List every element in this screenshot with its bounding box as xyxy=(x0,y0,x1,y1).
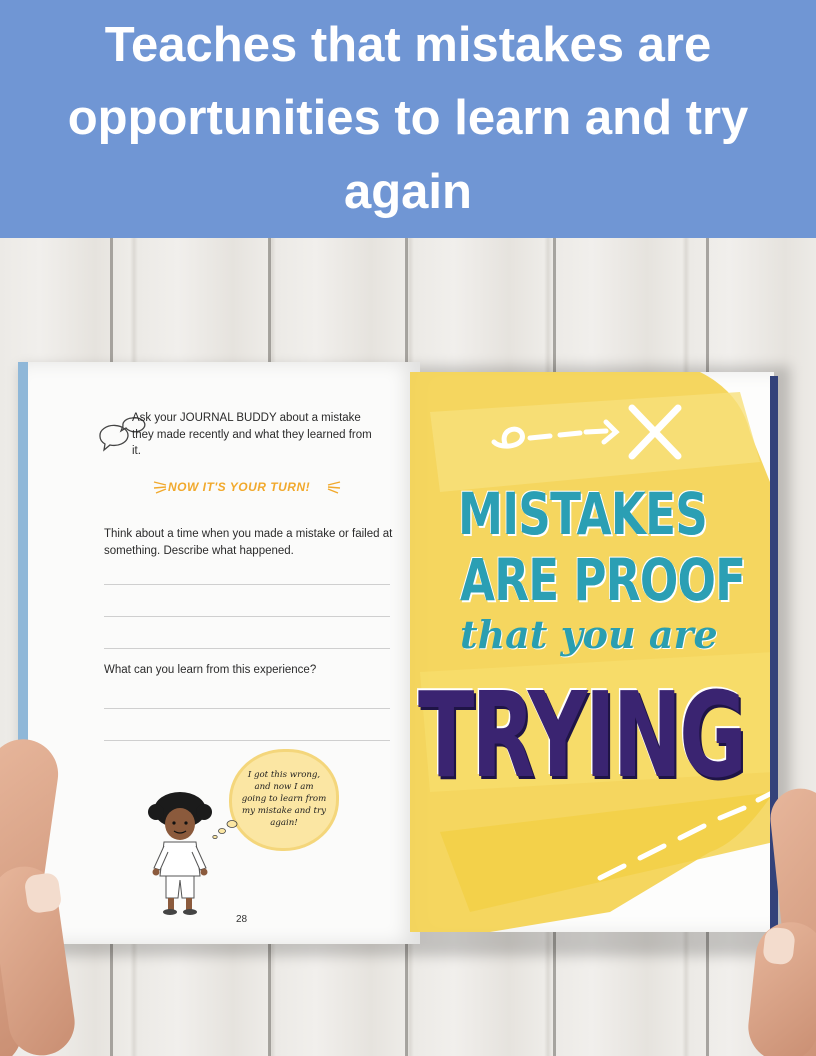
book-photo xyxy=(0,238,816,1056)
child-illustration xyxy=(142,790,222,918)
title-trying: TRYING xyxy=(418,666,745,804)
title-mistakes: MISTAKES xyxy=(458,480,708,548)
journal-buddy-prompt: Ask your JOURNAL BUDDY about a mistake they made recently and what they learned from it. xyxy=(132,412,372,458)
question-1: Think about a time when you made a mistake or failed at something. Describe what happened. xyxy=(104,528,393,557)
writing-line xyxy=(104,740,390,741)
writing-line xyxy=(104,584,390,585)
right-thumbnail xyxy=(762,927,796,966)
page-number: 28 xyxy=(236,914,248,925)
speech-bubble-text: I got this wrong, and now I am going to learn from my mistake and try again! xyxy=(241,770,327,828)
section-heading: NOW IT'S YOUR TURN! xyxy=(168,480,311,494)
headline: Teaches that mistakes are opportunities to learn and try again xyxy=(67,17,749,219)
title-are-proof: ARE PROOF xyxy=(460,546,746,614)
writing-line xyxy=(104,648,390,649)
writing-line xyxy=(104,708,390,709)
header-banner xyxy=(0,0,816,238)
writing-line xyxy=(104,616,390,617)
speech-bubble xyxy=(232,752,336,848)
right-page xyxy=(410,372,774,932)
question-2: What can you learn from this experience? xyxy=(104,664,317,676)
sparkle-right-icon xyxy=(322,476,342,496)
left-thumbnail xyxy=(24,872,63,914)
title-that-you-are: that you are xyxy=(460,612,718,657)
